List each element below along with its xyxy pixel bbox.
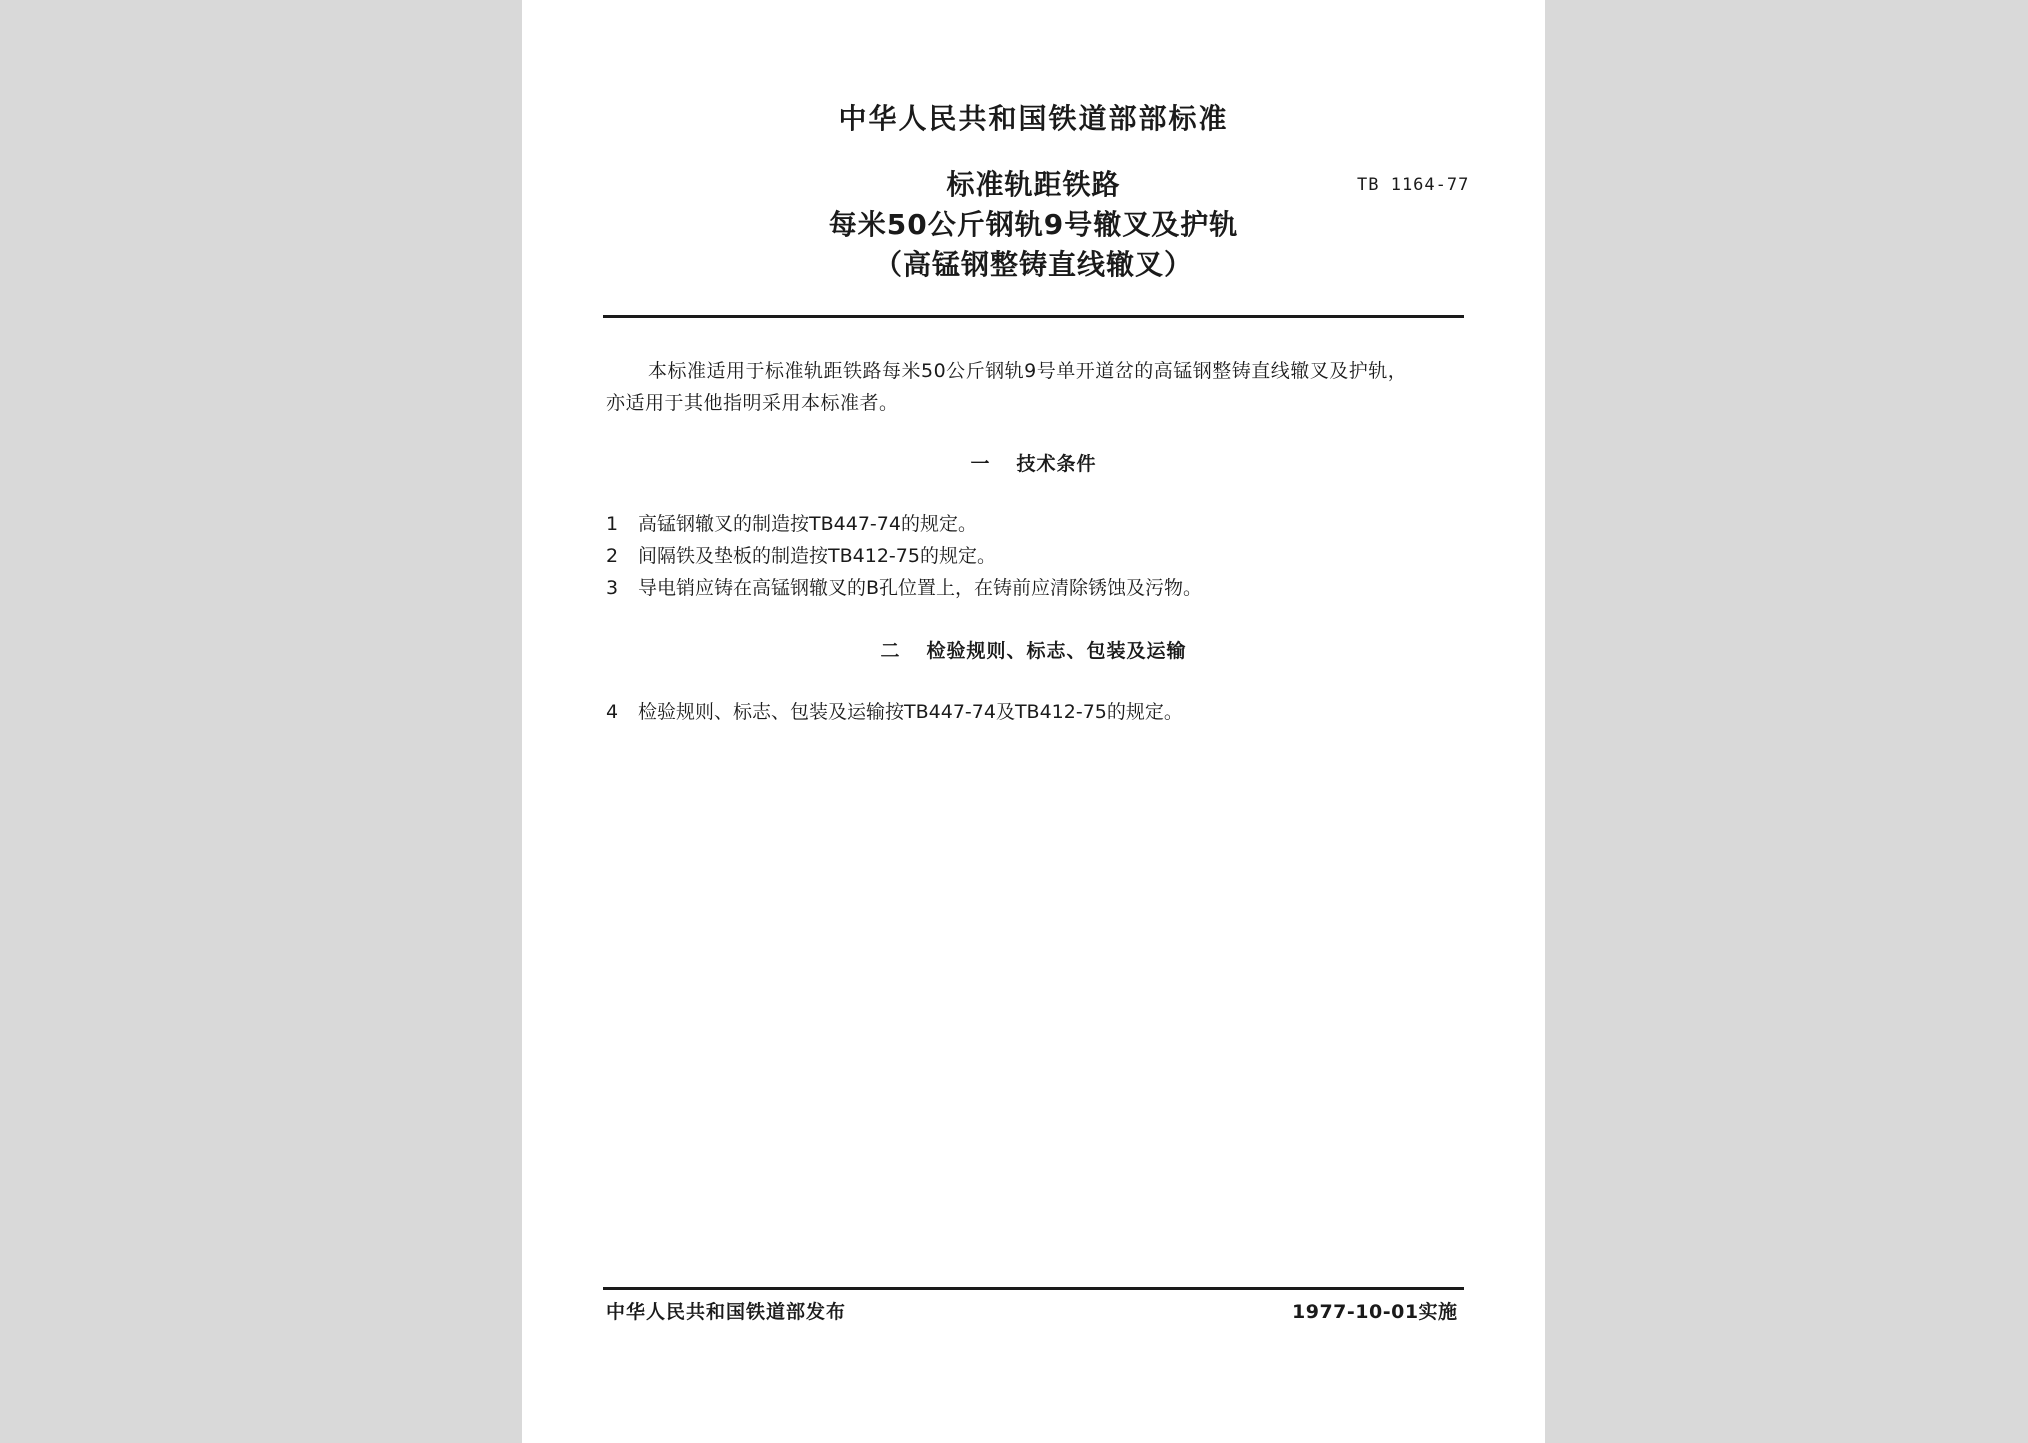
issuer-header: 中华人民共和国铁道部部标准 <box>838 102 1229 135</box>
scope-line: 亦适用于其他指明采用本标准者。 <box>606 392 899 414</box>
title-line: （高锰钢整铸直线辙叉） <box>873 248 1193 281</box>
clause-number: 1 <box>606 513 619 535</box>
clause-item <box>606 540 1466 572</box>
section-number: 一 <box>970 453 991 475</box>
clause-item <box>606 508 1466 540</box>
clause-item <box>606 572 1466 604</box>
clause-text: 导电销应铸在高锰钢辙叉的B孔位置上，在铸前应清除锈蚀及污物。 <box>638 577 1203 599</box>
clause-text: 高锰钢辙叉的制造按TB447-74的规定。 <box>638 513 977 535</box>
scope-line: 本标准适用于标准轨距铁路每米50公斤钢轨9号单开道岔的高锰钢整铸直线辙叉及护轨， <box>648 360 1408 382</box>
publisher-line: 中华人民共和国铁道部发布 <box>606 1301 847 1323</box>
clause-number: 4 <box>606 701 619 723</box>
section-title: 检验规则、标志、包装及运输 <box>926 640 1187 662</box>
clause-number: 3 <box>606 577 619 599</box>
effective-date: 1977-10-01实施 <box>1292 1301 1458 1323</box>
section-heading <box>522 449 1545 476</box>
footer-divider <box>603 1287 1464 1290</box>
title-line: 每米50公斤钢轨9号辙叉及护轨 <box>828 208 1239 241</box>
header-divider <box>603 315 1464 318</box>
document-page <box>522 0 1545 1443</box>
clause-list <box>606 696 1466 728</box>
title-line: 标准轨距铁路 <box>946 168 1121 201</box>
clause-number: 2 <box>606 545 619 567</box>
section-heading <box>522 636 1545 663</box>
standard-code: TB 1164-77 <box>1357 175 1470 195</box>
section-title: 技术条件 <box>1016 453 1097 475</box>
clause-text: 间隔铁及垫板的制造按TB412-75的规定。 <box>638 545 996 567</box>
clause-text: 检验规则、标志、包装及运输按TB447-74及TB412-75的规定。 <box>638 701 1183 723</box>
clause-list <box>606 508 1466 604</box>
clause-item <box>606 696 1466 728</box>
scope-paragraph <box>606 355 1466 419</box>
section-number: 二 <box>880 640 901 662</box>
